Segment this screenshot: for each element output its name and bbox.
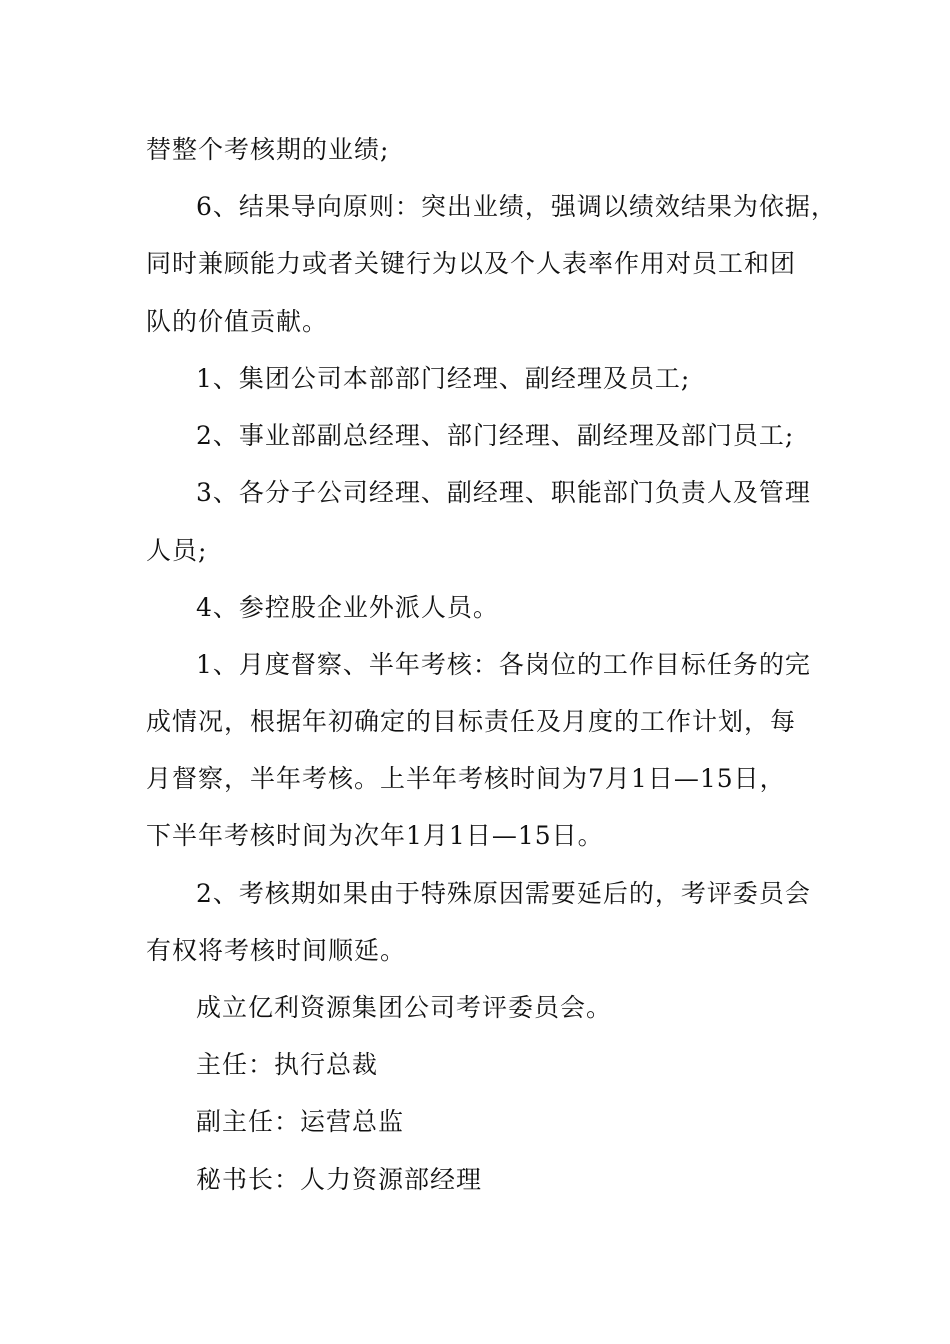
text-line: 6、结果导向原则：突出业绩，强调以绩效结果为依据， [196, 192, 837, 221]
text-line: 副主任：运营总监 [196, 1107, 405, 1136]
text-line: 有权将考核时间顺延。 [146, 936, 407, 965]
text-line: 替整个考核期的业绩; [146, 135, 390, 164]
text-line: 成情况，根据年初确定的目标责任及月度的工作计划，每 [146, 707, 797, 736]
text-line: 秘书长：人力资源部经理 [196, 1165, 483, 1194]
text-line: 主任：执行总裁 [196, 1050, 379, 1079]
text-line: 1、月度督察、半年考核：各岗位的工作目标任务的完 [196, 650, 811, 679]
text-line: 月督察，半年考核。上半年考核时间为7月1日—15日， [146, 764, 786, 793]
text-line: 人员; [146, 536, 208, 565]
text-line: 队的价值贡献。 [146, 307, 329, 336]
text-line: 1、集团公司本部部门经理、副经理及员工; [196, 364, 691, 393]
text-line: 同时兼顾能力或者关键行为以及个人表率作用对员工和团 [146, 249, 797, 278]
text-line: 2、考核期如果由于特殊原因需要延后的，考评委员会 [196, 879, 811, 908]
text-line: 3、各分子公司经理、副经理、职能部门负责人及管理 [196, 478, 811, 507]
text-line: 成立亿利资源集团公司考评委员会。 [196, 993, 613, 1022]
text-line: 2、事业部副总经理、部门经理、副经理及部门员工; [196, 421, 795, 450]
text-line: 下半年考核时间为次年1月1日—15日。 [146, 821, 604, 850]
text-line: 4、参控股企业外派人员。 [196, 593, 499, 622]
